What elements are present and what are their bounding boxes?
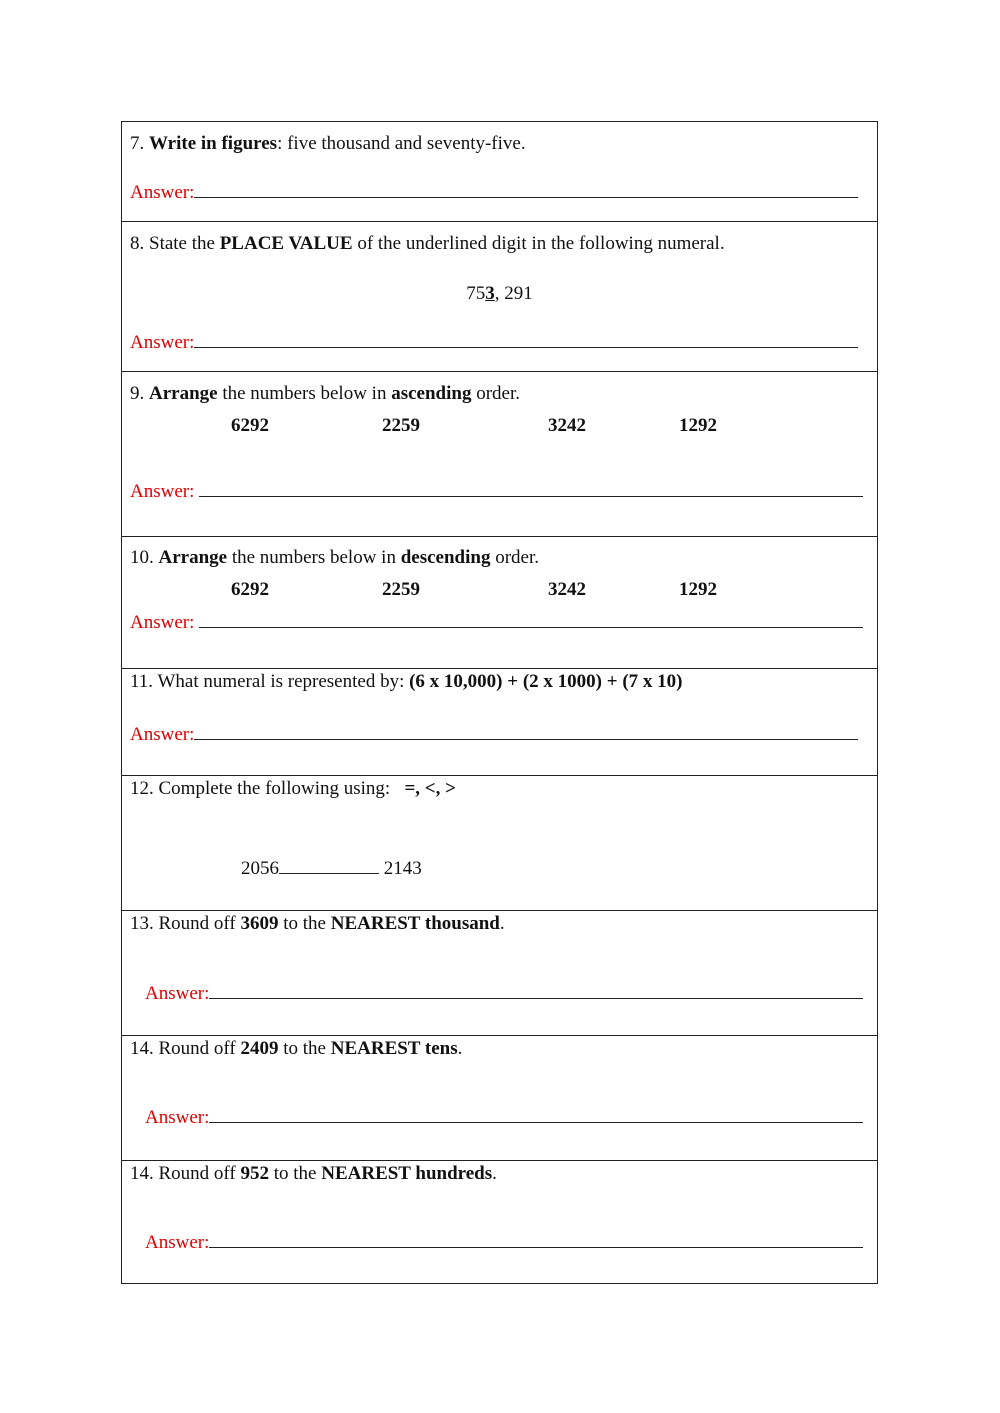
- question-10-text: 10. Arrange the numbers below in descending order.: [130, 547, 539, 568]
- question-13: [122, 911, 877, 1036]
- answer-blank[interactable]: [199, 482, 863, 497]
- answer-label: Answer:: [145, 1232, 210, 1253]
- number-1: 6292: [231, 415, 269, 436]
- question-12-text: 12. Complete the following using: =, <, >: [130, 778, 456, 799]
- question-8-text: 8. State the PLACE VALUE of the underlined digit in the following numeral.: [130, 233, 725, 254]
- question-14-hundreds-text: 14. Round off 952 to the NEAREST hundreds.: [130, 1163, 497, 1184]
- answer-label: Answer:: [130, 182, 195, 203]
- question-8: [122, 222, 877, 372]
- answer-line-8[interactable]: [130, 332, 858, 354]
- answer-line-14-tens[interactable]: [145, 1107, 863, 1129]
- answer-line-7[interactable]: [130, 182, 858, 204]
- question-9: [122, 372, 877, 537]
- question-11: [122, 669, 877, 776]
- number-4: 1292: [679, 415, 717, 436]
- answer-blank[interactable]: [209, 984, 863, 999]
- question-7-text: 7. Write in figures: five thousand and seventy-five.: [130, 133, 526, 154]
- question-11-text: 11. What numeral is represented by: (6 x 10,000) + (2 x 1000) + (7 x 10): [130, 671, 683, 692]
- answer-label: Answer:: [145, 983, 210, 1004]
- question-14-hundreds: [122, 1161, 877, 1283]
- comparison-blank[interactable]: [279, 859, 379, 874]
- number-3: 3242: [548, 579, 586, 600]
- answer-line-13[interactable]: [145, 983, 863, 1005]
- answer-blank[interactable]: [199, 613, 863, 628]
- answer-blank[interactable]: [209, 1108, 863, 1123]
- number-2: 2259: [382, 579, 420, 600]
- answer-line-10[interactable]: [130, 612, 863, 634]
- question-10: [122, 537, 877, 669]
- question-12: [122, 776, 877, 911]
- answer-label: Answer:: [145, 1107, 210, 1128]
- answer-blank[interactable]: [194, 333, 858, 348]
- right-number: 2143: [383, 858, 422, 879]
- number-2: 2259: [382, 415, 420, 436]
- answer-label: Answer:: [130, 481, 200, 502]
- number-4: 1292: [679, 579, 717, 600]
- question-13-text: 13. Round off 3609 to the NEAREST thousand.: [130, 913, 505, 934]
- left-number: 2056: [241, 858, 279, 879]
- question-7: [122, 122, 877, 222]
- worksheet-table: [121, 121, 878, 1284]
- answer-label: Answer:: [130, 724, 195, 745]
- question-14-tens-text: 14. Round off 2409 to the NEAREST tens.: [130, 1038, 463, 1059]
- answer-line-11[interactable]: [130, 724, 858, 746]
- number-3: 3242: [548, 415, 586, 436]
- answer-line-14-hundreds[interactable]: [145, 1232, 863, 1254]
- question-9-text: 9. Arrange the numbers below in ascending order.: [130, 383, 520, 404]
- answer-label: Answer:: [130, 332, 195, 353]
- answer-blank[interactable]: [194, 183, 858, 198]
- underlined-digit: 3: [485, 283, 495, 304]
- question-14-tens: [122, 1036, 877, 1161]
- answer-line-9[interactable]: [130, 481, 863, 503]
- numeral: 753, 291: [466, 283, 533, 304]
- number-1: 6292: [231, 579, 269, 600]
- answer-blank[interactable]: [209, 1233, 863, 1248]
- answer-blank[interactable]: [194, 725, 858, 740]
- comparison: [241, 858, 422, 880]
- answer-label: Answer:: [130, 612, 200, 633]
